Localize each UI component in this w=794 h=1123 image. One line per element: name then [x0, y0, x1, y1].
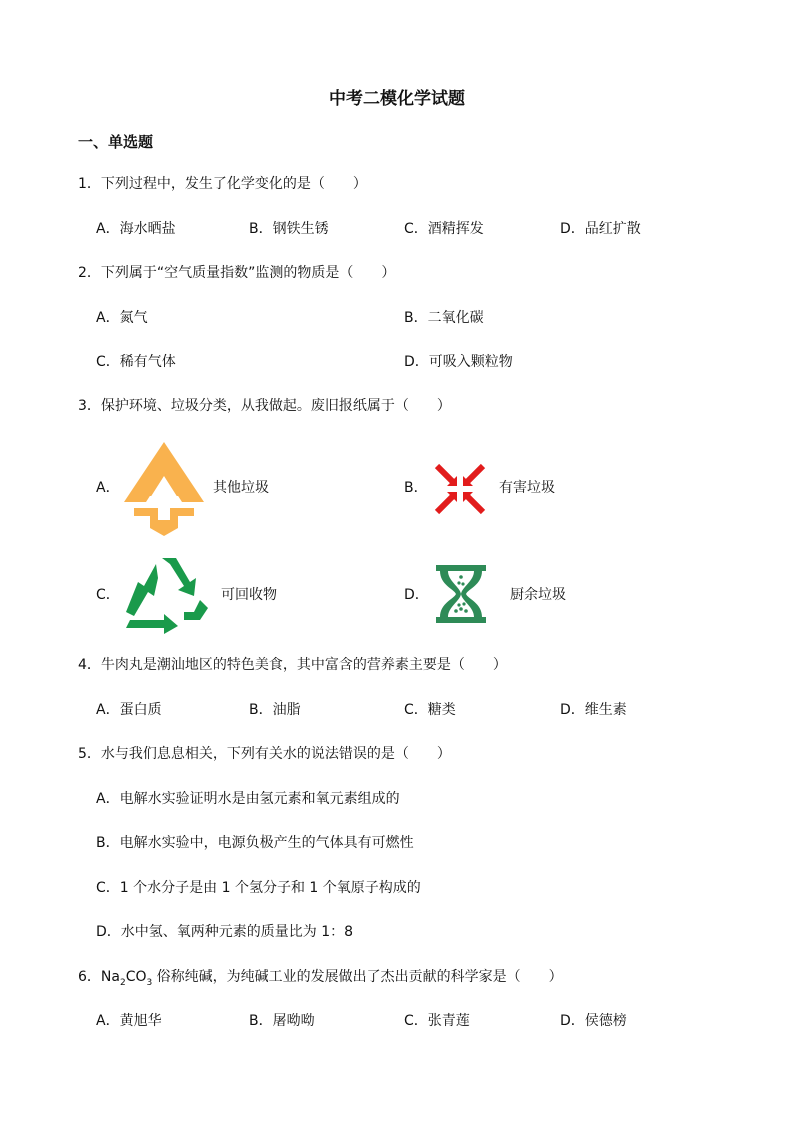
question-2-option-d: D．可吸入颗粒物	[404, 354, 513, 370]
question-6-option-a: A．黄旭华	[96, 1013, 162, 1029]
question-3-option-d-letter: D．	[404, 587, 429, 603]
question-1-option-c: C．酒精挥发	[404, 221, 484, 237]
question-3-stem: 3．保护环境、垃圾分类，从我做起。废旧报纸属于（ ）	[78, 398, 451, 414]
question-1-option-a: A．海水晒盐	[96, 221, 176, 237]
question-6-option-d: D．侯德榜	[560, 1013, 627, 1029]
question-6-stem-mid: CO	[125, 969, 147, 985]
question-3-option-a-letter: A．	[96, 480, 120, 496]
question-3-option-c-text: 可回收物	[221, 587, 277, 603]
question-6-option-c: C．张青莲	[404, 1013, 470, 1029]
question-4-option-d: D．维生素	[560, 702, 627, 718]
hazardous-waste-icon	[433, 462, 487, 516]
question-5-option-c: C．1 个水分子是由 1 个氢分子和 1 个氧原子构成的	[96, 880, 421, 896]
question-6-stem	[78, 968, 563, 992]
question-4-stem: 4．牛肉丸是潮汕地区的特色美食，其中富含的营养素主要是（ ）	[78, 657, 507, 673]
recyclable-icon	[124, 554, 210, 634]
question-1-option-d: D．品红扩散	[560, 221, 641, 237]
question-5-option-b: B．电解水实验中，电源负极产生的气体具有可燃性	[96, 835, 414, 851]
question-4-option-a: A．蛋白质	[96, 702, 162, 718]
question-3-option-c-letter: C．	[96, 587, 120, 603]
question-5-option-a: A．电解水实验证明水是由氢元素和氧元素组成的	[96, 791, 400, 807]
question-4-option-c: C．糖类	[404, 702, 456, 718]
kitchen-waste-icon	[434, 563, 488, 625]
question-3-option-b-text: 有害垃圾	[499, 480, 555, 496]
question-2-option-c: C．稀有气体	[96, 354, 176, 370]
question-1-option-b: B．钢铁生锈	[249, 221, 329, 237]
question-6-stem-prefix: 6．Na	[78, 969, 120, 985]
question-6-stem-suffix: 俗称纯碱，为纯碱工业的发展做出了杰出贡献的科学家是（ ）	[152, 969, 563, 985]
question-3-option-d-text: 厨余垃圾	[510, 587, 566, 603]
other-waste-icon	[122, 440, 206, 536]
question-5-option-d: D．水中氢、氧两种元素的质量比为 1：8	[96, 924, 354, 940]
question-6-option-b: B．屠呦呦	[249, 1013, 315, 1029]
question-5-stem: 5．水与我们息息相关，下列有关水的说法错误的是（ ）	[78, 746, 451, 762]
question-2-option-a: A．氮气	[96, 310, 148, 326]
question-3-option-a-text: 其他垃圾	[213, 480, 269, 496]
question-6-subscript-1: 2	[119, 977, 126, 988]
question-1-stem: 1．下列过程中，发生了化学变化的是（ ）	[78, 176, 367, 192]
question-4-option-b: B．油脂	[249, 702, 301, 718]
question-6-subscript-2: 3	[146, 977, 153, 988]
page-title: 中考二模化学试题	[329, 89, 465, 109]
question-3-option-b-letter: B．	[404, 480, 428, 496]
question-2-stem: 2．下列属于“空气质量指数”监测的物质是（ ）	[78, 265, 396, 281]
question-2-option-b: B．二氧化碳	[404, 310, 484, 326]
section-heading: 一、单选题	[78, 133, 154, 151]
